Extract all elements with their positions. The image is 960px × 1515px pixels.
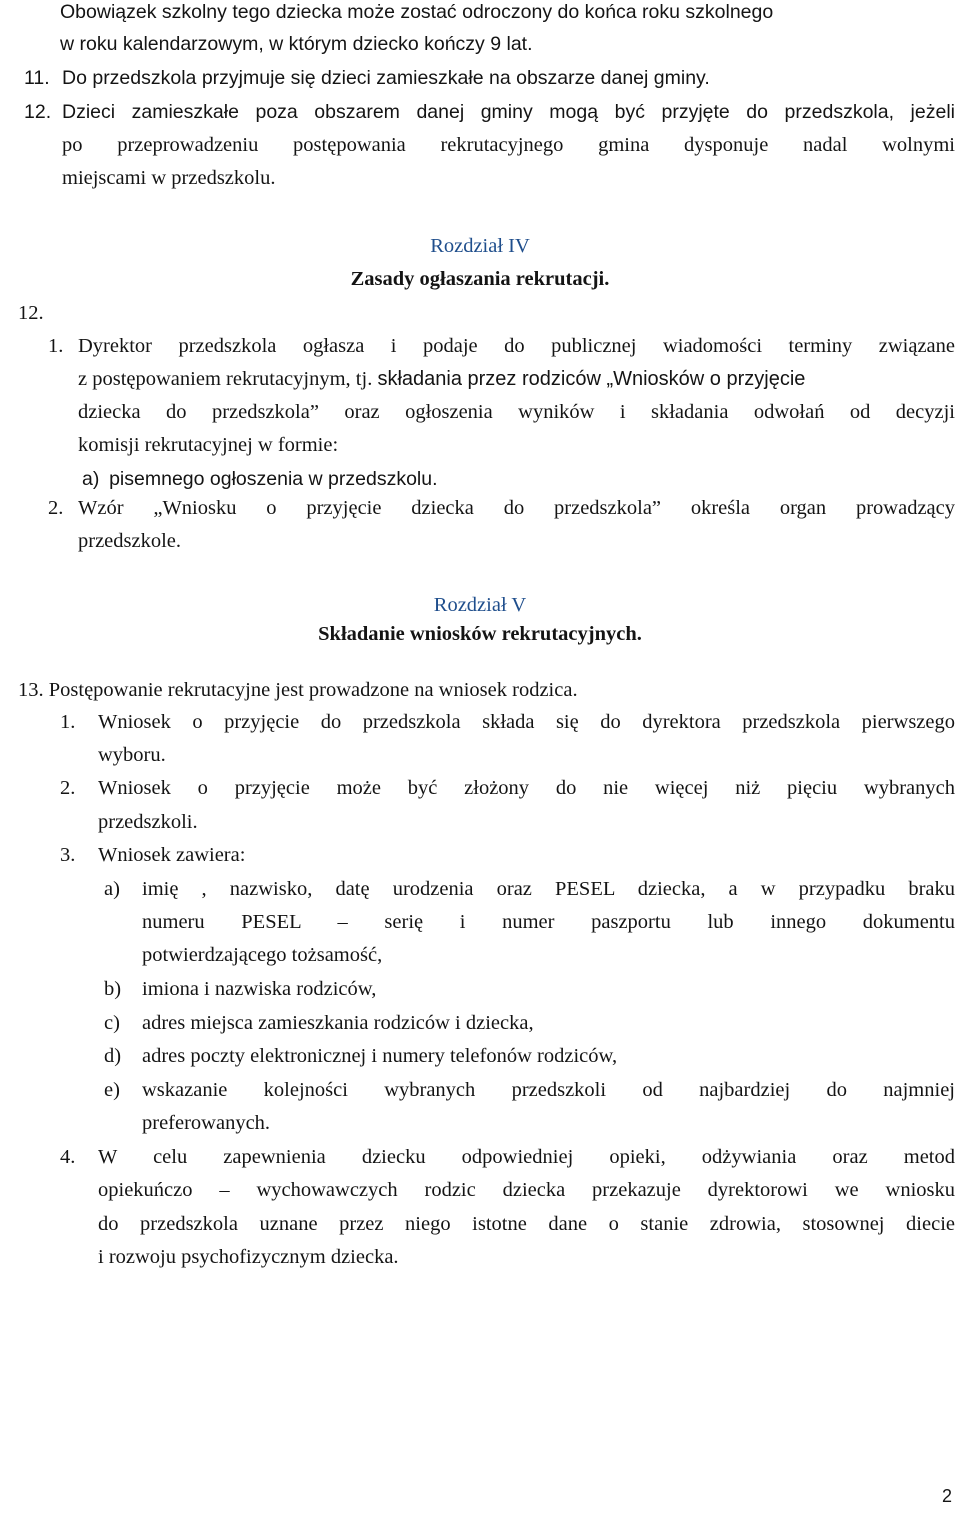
chapter-title: Rozdział V	[433, 594, 527, 616]
sub-item: a) pisemnego ogłoszenia w przedszkolu.	[82, 468, 438, 490]
text-line: dziecka do przedszkola” oraz ogłoszenia wyników i składania odwołań od decyzji	[78, 401, 955, 423]
item-number: 4.	[60, 1146, 76, 1168]
text-line: imiona i nazwiska rodziców,	[142, 978, 377, 1000]
text-fragment: z postępowaniem rekrutacyjnym, tj.	[78, 368, 373, 390]
sub-item-label: c)	[104, 1012, 120, 1034]
sub-item-label: b)	[104, 978, 122, 1000]
item-number: 2.	[48, 497, 64, 519]
chapter-title: Rozdział IV	[430, 235, 530, 257]
text-line: adres poczty elektronicznej i numery telefonów rodziców,	[142, 1045, 618, 1067]
text-line: adres miejsca zamieszkania rodziców i dziecka,	[142, 1012, 534, 1034]
text-line: Dzieci zamieszkałe poza obszarem danej gminy mogą być przyjęte do przedszkola, jeżeli	[62, 101, 955, 123]
paragraph-number: 11.	[24, 67, 50, 89]
text-line: opiekuńczo – wychowawczych rodzic dziecka przekazuje dyrektorowi we wniosku	[98, 1179, 955, 1201]
sub-item-label: a)	[104, 878, 120, 900]
text-line: do przedszkola uznane przez niego istotne dane o stanie zdrowia, stosownej diecie	[98, 1213, 955, 1235]
text-line: wskazanie kolejności wybranych przedszkoli od najbardziej do najmniej	[142, 1079, 955, 1101]
text-line: Wniosek o przyjęcie do przedszkola składa się do dyrektora przedszkola pierwszego	[98, 711, 955, 733]
text-line: przedszkoli.	[98, 811, 198, 833]
section-number: 12.	[18, 302, 44, 324]
text-line: W celu zapewnienia dziecku odpowiedniej opieki, odżywiania oraz metod	[98, 1146, 955, 1168]
text-line: Do przedszkola przyjmuje się dzieci zamieszkałe na obszarze danej gminy.	[62, 67, 710, 89]
item-number: 3.	[60, 844, 76, 866]
sub-item-label: d)	[104, 1045, 122, 1067]
paragraph-number: 12.	[24, 101, 52, 123]
item-number: 2.	[60, 777, 76, 799]
text-line: preferowanych.	[142, 1112, 271, 1134]
chapter-subtitle: Składanie wniosków rekrutacyjnych.	[318, 623, 642, 645]
text-line	[78, 367, 805, 391]
text-line: i rozwoju psychofizycznym dziecka.	[98, 1246, 399, 1268]
section-text: 13. Postępowanie rekrutacyjne jest prowadzone na wniosek rodzica.	[18, 679, 578, 701]
text-line: Wniosek o przyjęcie może być złożony do nie więcej niż pięciu wybranych	[98, 777, 955, 799]
text-line: potwierdzającego tożsamość,	[142, 944, 383, 966]
item-number: 1.	[60, 711, 76, 733]
text-line: komisji rekrutacyjnej w formie:	[78, 434, 339, 456]
text-line: miejscami w przedszkolu.	[62, 167, 276, 189]
text-line: po przeprowadzeniu postępowania rekrutacyjnego gmina dysponuje nadal wolnymi	[62, 134, 955, 156]
sub-item-label: e)	[104, 1079, 120, 1101]
text-line: numeru PESEL – serię i numer paszportu lub innego dokumentu	[142, 911, 955, 933]
text-line: przedszkole.	[78, 530, 182, 552]
text-line: wyboru.	[98, 744, 166, 766]
item-number: 1.	[48, 335, 64, 357]
text-line: Wniosek zawiera:	[98, 844, 246, 866]
page-number: 2	[941, 1486, 952, 1506]
text-line: Dyrektor przedszkola ogłasza i podaje do publicznej wiadomości terminy związane	[78, 335, 955, 357]
text-line: Obowiązek szkolny tego dziecka może zostać odroczony do końca roku szkolnego	[60, 1, 774, 23]
text-line: Wzór „Wniosku o przyjęcie dziecka do przedszkola” określa organ prowadzący	[78, 497, 955, 519]
text-line: imię , nazwisko, datę urodzenia oraz PESEL dziecka, a w przypadku braku	[142, 878, 955, 900]
text-fragment: składania przez rodziców „Wniosków o przyjęcie	[377, 368, 806, 390]
chapter-subtitle: Zasady ogłaszania rekrutacji.	[350, 268, 610, 290]
text-line: w roku kalendarzowym, w którym dziecko kończy 9 lat.	[60, 33, 533, 55]
